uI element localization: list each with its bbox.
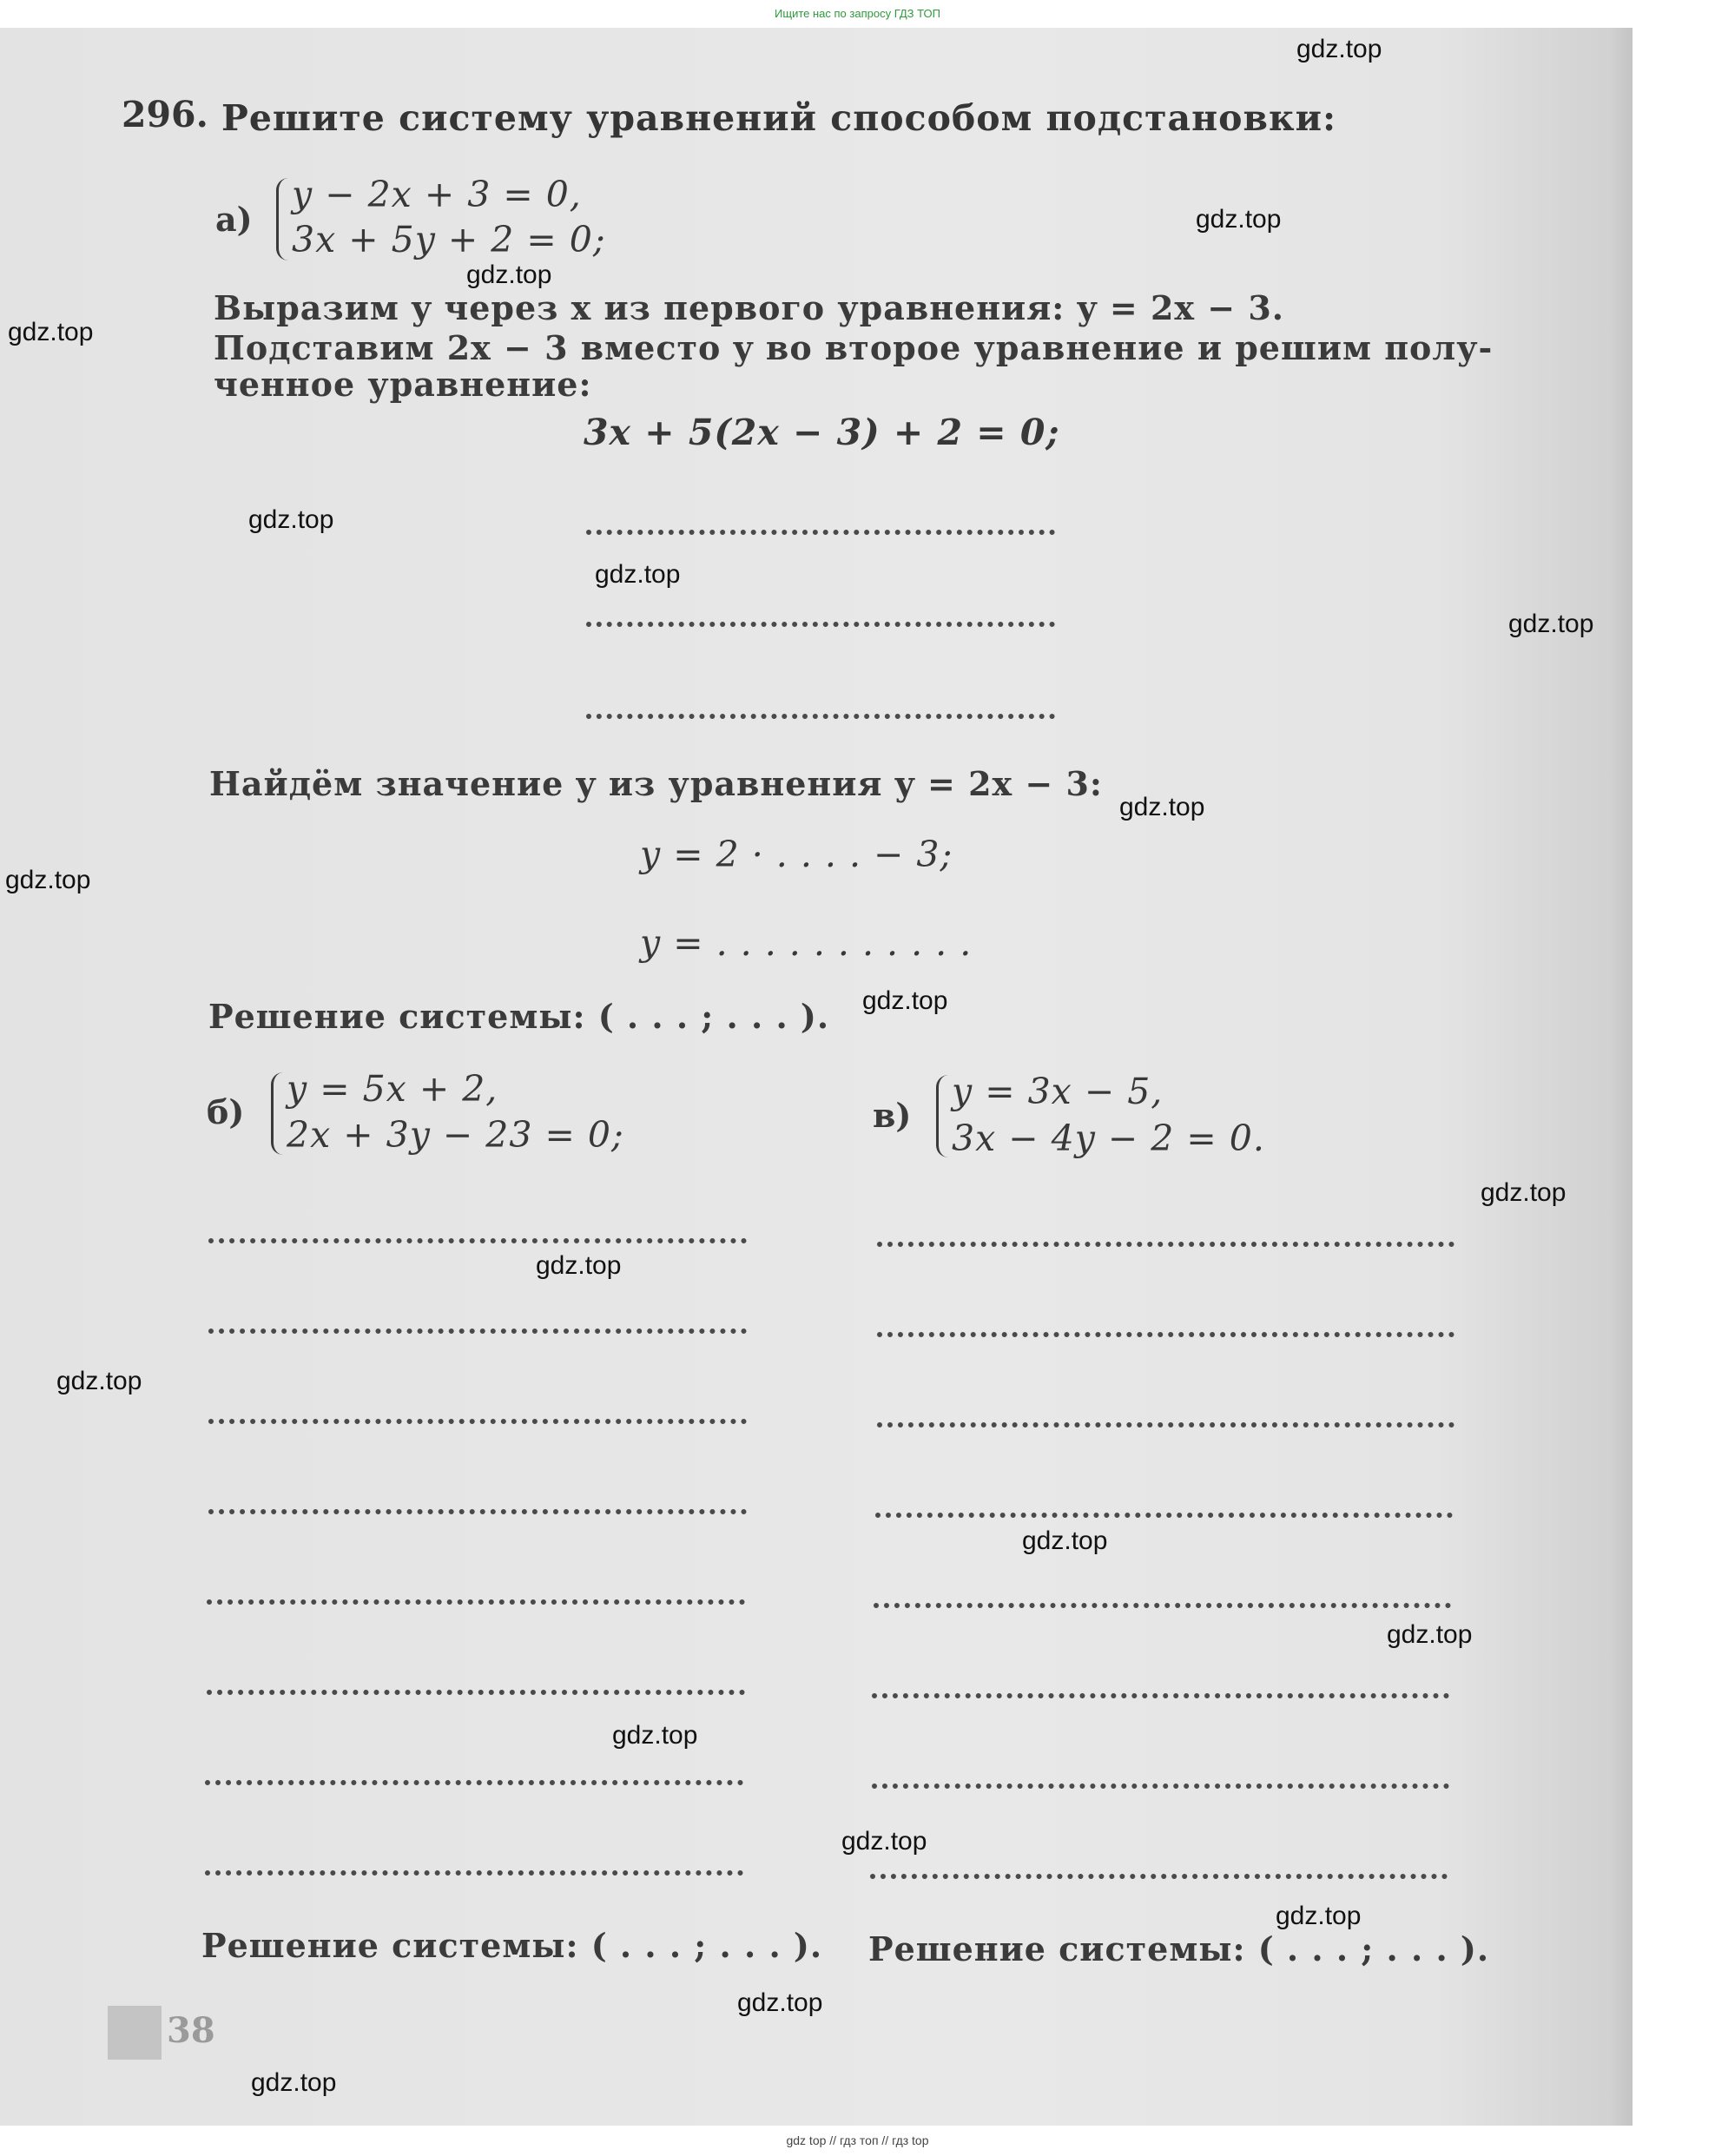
part-b-answer-line xyxy=(207,1599,745,1605)
part-v-label: в) xyxy=(873,1096,912,1135)
watermark: gdz.top xyxy=(612,1721,698,1750)
watermark: gdz.top xyxy=(1296,35,1382,63)
part-v-answer-line xyxy=(877,1242,1454,1247)
problem-title: Решите систему уравнений способом подстановки: xyxy=(221,97,1337,139)
watermark: gdz.top xyxy=(595,560,681,589)
part-v-solution: Решение системы: ( . . . ; . . . ). xyxy=(868,1929,1490,1968)
part-b-answer-line xyxy=(207,1690,745,1695)
part-v-answer-line xyxy=(872,1693,1449,1698)
part-v-answer-line xyxy=(870,1874,1448,1879)
part-b-solution: Решение системы: ( . . . ; . . . ). xyxy=(201,1926,823,1965)
watermark: gdz.top xyxy=(1508,610,1594,638)
watermark: gdz.top xyxy=(737,1988,823,2017)
part-v-answer-line xyxy=(875,1513,1453,1518)
part-a-step1: Выразим y через x из первого уравнения: y = 2x − 3. xyxy=(214,288,1285,327)
part-b-eq1: y = 5x + 2, xyxy=(287,1068,498,1110)
part-a-y-result: y = . . . . . . . . . . . xyxy=(640,922,973,964)
part-a-step2-line1: Подставим 2x − 3 вместо y во второе уравнение и решим полу- xyxy=(214,328,1494,367)
part-b-answer-line xyxy=(205,1780,743,1785)
top-banner: Ищите нас по запросу ГДЗ ТОП xyxy=(775,7,940,20)
watermark: gdz.top xyxy=(1119,793,1205,821)
watermark: gdz.top xyxy=(1022,1526,1108,1555)
watermark: gdz.top xyxy=(841,1827,927,1856)
problem-number: 296. xyxy=(122,94,208,135)
part-b-answer-line xyxy=(208,1509,747,1514)
part-b-eq2: 2x + 3y − 23 = 0; xyxy=(287,1114,624,1156)
part-b-answer-line xyxy=(208,1238,747,1243)
watermark: gdz.top xyxy=(1387,1620,1473,1649)
part-b-brace xyxy=(271,1072,284,1155)
part-b-answer-line xyxy=(208,1329,747,1334)
page-number-marker xyxy=(108,2006,162,2060)
watermark: gdz.top xyxy=(56,1367,142,1395)
watermark: gdz.top xyxy=(1481,1178,1567,1207)
answer-line xyxy=(586,714,1055,719)
part-b-answer-line xyxy=(205,1870,743,1876)
part-a-find-y: Найдём значение y из уравнения y = 2x − 3: xyxy=(209,764,1103,803)
part-a-substituted-equation: 3x + 5(2x − 3) + 2 = 0; xyxy=(584,412,1060,453)
watermark: gdz.top xyxy=(8,318,94,346)
watermark: gdz.top xyxy=(1276,1902,1362,1930)
bottom-banner: gdz top // гдз топ // гдз top xyxy=(786,2133,929,2147)
watermark: gdz.top xyxy=(248,505,334,534)
page-edge-shadow xyxy=(1611,28,1633,2126)
watermark: gdz.top xyxy=(251,2068,337,2097)
part-v-answer-line xyxy=(877,1422,1454,1427)
part-v-eq2: 3x − 4y − 2 = 0. xyxy=(952,1118,1265,1159)
part-v-answer-line xyxy=(877,1332,1454,1337)
part-a-label: а) xyxy=(215,200,253,239)
page-number: 38 xyxy=(167,2010,215,2051)
part-v-answer-line xyxy=(872,1783,1449,1789)
watermark: gdz.top xyxy=(862,986,948,1015)
part-v-answer-line xyxy=(874,1603,1451,1608)
part-a-y-calc: y = 2 · . . . . − 3; xyxy=(640,834,953,875)
part-v-eq1: y = 3x − 5, xyxy=(952,1071,1164,1112)
part-v-brace xyxy=(936,1075,949,1157)
part-b-answer-line xyxy=(208,1419,747,1424)
part-a-brace xyxy=(276,178,289,260)
watermark: gdz.top xyxy=(466,260,552,289)
part-a-solution: Решение системы: ( . . . ; . . . ). xyxy=(208,997,830,1036)
part-a-eq2: 3x + 5y + 2 = 0; xyxy=(292,219,606,260)
watermark: gdz.top xyxy=(536,1251,622,1280)
watermark: gdz.top xyxy=(1196,205,1282,234)
part-b-label: б) xyxy=(207,1092,245,1131)
part-a-eq1: y − 2x + 3 = 0, xyxy=(292,174,582,215)
answer-line xyxy=(586,530,1055,535)
answer-line xyxy=(586,622,1055,627)
watermark: gdz.top xyxy=(5,866,91,894)
part-a-step2-line2: ченное уравнение: xyxy=(214,365,592,404)
